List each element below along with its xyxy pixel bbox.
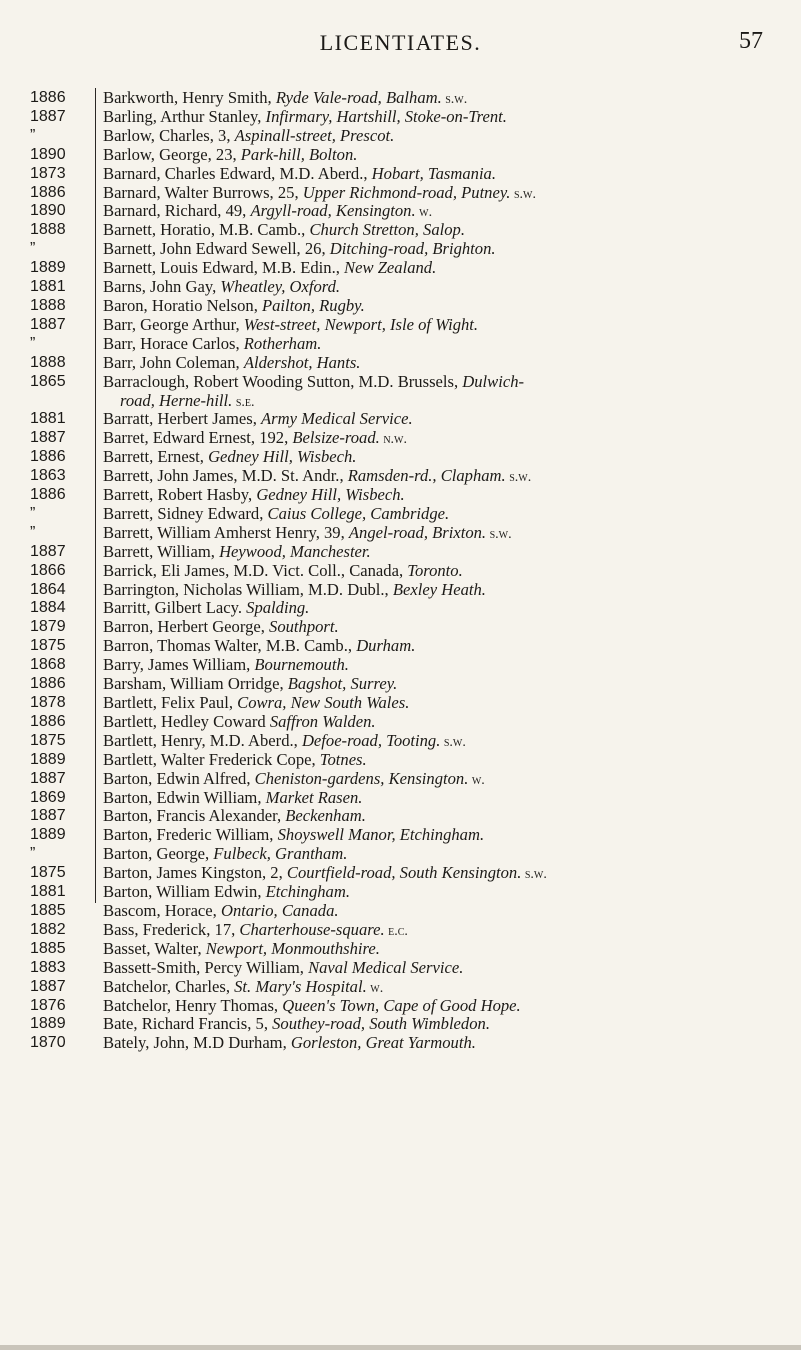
- licentiate-address: Rotherham.: [243, 333, 322, 353]
- licentiate-address: Caius College, Cambridge.: [267, 503, 450, 523]
- licentiate-name: Barton, George,: [103, 844, 214, 864]
- list-item: [0, 373, 801, 392]
- year-admitted: 1881: [30, 410, 66, 428]
- year-admitted: 1863: [30, 467, 66, 485]
- licentiates-list: [0, 89, 801, 1053]
- year-admitted: 1882: [30, 920, 66, 938]
- licentiate-address: Pailton, Rugby.: [262, 295, 365, 315]
- postal-district: s.w.: [505, 470, 532, 486]
- licentiate-address: Ditching-road, Brighton.: [329, 239, 496, 259]
- licentiate-name: Barsham, William Orridge,: [103, 674, 288, 694]
- licentiate-name: Bately, John, M.D Durham,: [103, 1033, 291, 1053]
- licentiate-address: Dulwich-: [462, 371, 525, 391]
- list-item: [0, 524, 801, 543]
- list-item-continuation: [0, 392, 801, 411]
- licentiate-name: Barrett, William,: [103, 541, 220, 561]
- list-item: [0, 297, 801, 316]
- list-item: [0, 240, 801, 259]
- year-admitted: 1869: [30, 788, 66, 806]
- licentiate-name: Barron, Herbert George,: [103, 617, 270, 637]
- year-admitted: 1865: [30, 372, 66, 390]
- postal-district: w.: [366, 980, 384, 996]
- list-item: [0, 410, 801, 429]
- list-item: [0, 959, 801, 978]
- list-item: [0, 1034, 801, 1053]
- list-item: [0, 1015, 801, 1034]
- list-item: [0, 467, 801, 486]
- list-item: [0, 184, 801, 203]
- list-item: [0, 675, 801, 694]
- licentiate-address: Church Stretton, Salop.: [309, 220, 465, 240]
- licentiate-address: Totnes.: [319, 749, 367, 769]
- year-admitted: 1890: [30, 145, 66, 163]
- licentiate-name: Batchelor, Charles,: [103, 976, 235, 996]
- year-admitted: 1886: [30, 486, 66, 504]
- year-admitted: 1887: [30, 429, 66, 447]
- list-item: [0, 940, 801, 959]
- licentiate-address: Fulbeck, Grantham.: [213, 844, 348, 864]
- licentiate-name: Barrett, Sidney Edward,: [103, 503, 268, 523]
- list-item: [0, 883, 801, 902]
- licentiate-address: road, Herne-hill.: [120, 390, 233, 410]
- licentiate-name: Barraclough, Robert Wooding Sutton, M.D. Brussels,: [103, 371, 463, 391]
- year-admitted: 1885: [30, 901, 66, 919]
- list-item: [0, 127, 801, 146]
- year-admitted: 1883: [30, 958, 66, 976]
- list-item: [0, 845, 801, 864]
- licentiate-name: Barnard, Charles Edward, M.D. Aberd.,: [103, 163, 372, 183]
- list-item: [0, 165, 801, 184]
- page-edge: [0, 1345, 801, 1350]
- list-item: [0, 599, 801, 618]
- list-item: [0, 637, 801, 656]
- year-admitted: 1875: [30, 731, 66, 749]
- licentiate-address: Ramsden-rd., Clapham.: [347, 466, 506, 486]
- list-item: [0, 259, 801, 278]
- licentiate-address: Park-hill, Bolton.: [240, 144, 358, 164]
- licentiate-address: Spalding.: [246, 598, 310, 618]
- licentiate-address: Gedney Hill, Wisbech.: [208, 447, 357, 467]
- licentiate-name: Barrett, William Amherst Henry, 39,: [103, 522, 349, 542]
- postal-district: w.: [415, 205, 433, 221]
- list-item: [0, 581, 801, 600]
- licentiate-name: Barr, Horace Carlos,: [103, 333, 244, 353]
- year-admitted: 1881: [30, 278, 66, 296]
- year-admitted: 1873: [30, 164, 66, 182]
- list-item: [0, 429, 801, 448]
- licentiate-name: Barritt, Gilbert Lacy.: [103, 598, 247, 618]
- list-item: [0, 864, 801, 883]
- licentiate-name: Barnett, John Edward Sewell, 26,: [103, 239, 330, 259]
- licentiate-address: Etchingham.: [265, 882, 350, 902]
- licentiate-name: Barlow, George, 23,: [103, 144, 241, 164]
- licentiate-name: Barrett, Robert Hasby,: [103, 485, 257, 505]
- licentiate-address: Ryde Vale-road, Balham.: [275, 88, 442, 107]
- page-number: 57: [739, 28, 763, 54]
- list-item: [0, 505, 801, 524]
- list-item: [0, 732, 801, 751]
- licentiate-name: Bassett-Smith, Percy William,: [103, 957, 309, 977]
- licentiate-address: St. Mary's Hospital.: [234, 976, 367, 996]
- year-admitted: 1886: [30, 183, 66, 201]
- list-item: [0, 562, 801, 581]
- licentiate-name: Barrett, Ernest,: [103, 447, 209, 467]
- licentiate-address: Defoe-road, Tooting.: [301, 730, 441, 750]
- licentiate-address: Beckenham.: [285, 806, 366, 826]
- licentiate-name: Barton, Edwin William,: [103, 787, 266, 807]
- licentiate-name: Barlow, Charles, 3,: [103, 125, 235, 145]
- licentiate-address: Bexley Heath.: [392, 579, 486, 599]
- list-item: [0, 789, 801, 808]
- licentiate-name: Barnard, Walter Burrows, 25,: [103, 182, 303, 202]
- licentiate-name: Barrett, John James, M.D. St. Andr.,: [103, 466, 348, 486]
- postal-district: s.w.: [441, 92, 468, 107]
- licentiate-name: Barton, James Kingston, 2,: [103, 863, 287, 883]
- year-admitted: 1884: [30, 599, 66, 617]
- licentiate-address: New Zealand.: [344, 258, 437, 278]
- list-item: [0, 202, 801, 221]
- list-item: [0, 713, 801, 732]
- licentiate-address: Belsize-road.: [292, 428, 380, 448]
- licentiate-address: Saffron Walden.: [269, 711, 376, 731]
- licentiate-address: Naval Medical Service.: [308, 957, 464, 977]
- list-item: [0, 921, 801, 940]
- licentiate-name: Bartlett, Hedley Coward: [103, 711, 270, 731]
- licentiate-address: Cheniston-gardens, Kensington.: [254, 768, 469, 788]
- licentiate-address: Infirmary, Hartshill, Stoke-on-Trent.: [265, 106, 507, 126]
- licentiate-name: Barton, Edwin Alfred,: [103, 768, 255, 788]
- postal-district: n.w.: [379, 432, 407, 448]
- licentiate-name: Baron, Horatio Nelson,: [103, 295, 262, 315]
- page-title: LICENTIATES.: [319, 30, 482, 55]
- licentiate-address: West-street, Newport, Isle of Wight.: [243, 314, 479, 334]
- licentiate-address: Durham.: [356, 636, 416, 656]
- licentiate-name: Barr, George Arthur,: [103, 314, 244, 334]
- licentiate-name: Batchelor, Henry Thomas,: [103, 995, 283, 1015]
- list-item: [0, 354, 801, 373]
- year-admitted: 1870: [30, 1034, 66, 1052]
- postal-district: s.w.: [521, 867, 547, 883]
- licentiate-address: Hobart, Tasmania.: [371, 163, 497, 183]
- year-admitted: 1887: [30, 807, 66, 825]
- list-item: [0, 618, 801, 637]
- list-item: [0, 89, 801, 108]
- licentiate-address: Charterhouse-square.: [239, 919, 385, 939]
- licentiate-address: Southey-road, South Wimbledon.: [272, 1014, 490, 1034]
- licentiate-address: Aldershot, Hants.: [243, 352, 361, 372]
- licentiate-address: Heywood, Manchester.: [219, 541, 371, 561]
- licentiate-name: Bate, Richard Francis, 5,: [103, 1014, 273, 1034]
- year-admitted: 1890: [30, 202, 66, 220]
- licentiate-address: Bagshot, Surrey.: [287, 674, 398, 694]
- year-admitted: 1879: [30, 618, 66, 636]
- postal-district: s.e.: [232, 394, 255, 410]
- year-admitted: 1887: [30, 977, 66, 995]
- licentiate-address: Toronto.: [407, 560, 463, 580]
- list-item: [0, 656, 801, 675]
- postal-district: s.w.: [486, 526, 512, 542]
- licentiate-address: Southport.: [269, 617, 339, 637]
- list-item: [0, 335, 801, 354]
- postal-district: s.w.: [440, 734, 466, 750]
- list-item: [0, 278, 801, 297]
- licentiate-address: Gorleston, Great Yarmouth.: [290, 1033, 476, 1053]
- licentiate-name: Barrington, Nicholas William, M.D. Dubl.,: [103, 579, 393, 599]
- year-admitted: 1866: [30, 561, 66, 579]
- list-item: [0, 997, 801, 1016]
- licentiate-name: Bass, Frederick, 17,: [103, 919, 240, 939]
- year-admitted: 1887: [30, 107, 66, 125]
- licentiate-name: Barling, Arthur Stanley,: [103, 106, 266, 126]
- licentiate-name: Barkworth, Henry Smith,: [103, 88, 276, 107]
- licentiate-address: Ontario, Canada.: [220, 900, 339, 920]
- list-item: [0, 316, 801, 335]
- year-admitted: ”: [30, 334, 36, 352]
- year-admitted: 1889: [30, 259, 66, 277]
- year-admitted: 1875: [30, 864, 66, 882]
- licentiate-name: Barry, James William,: [103, 655, 255, 675]
- year-admitted: ”: [30, 523, 36, 541]
- licentiate-name: Barron, Thomas Walter, M.B. Camb.,: [103, 636, 357, 656]
- list-item: [0, 694, 801, 713]
- list-item: [0, 770, 801, 789]
- year-admitted: 1888: [30, 296, 66, 314]
- licentiate-name: Barton, Francis Alexander,: [103, 806, 286, 826]
- licentiate-address: Cowra, New South Wales.: [237, 693, 410, 712]
- licentiate-name: Bartlett, Henry, M.D. Aberd.,: [103, 730, 302, 750]
- licentiate-name: Barret, Edward Ernest, 192,: [103, 428, 293, 448]
- year-admitted: 1868: [30, 656, 66, 674]
- year-admitted: ”: [30, 240, 36, 258]
- year-admitted: 1888: [30, 221, 66, 239]
- postal-district: w.: [468, 772, 485, 788]
- year-admitted: 1887: [30, 542, 66, 560]
- year-admitted: ”: [30, 504, 36, 522]
- postal-district: e.c.: [384, 923, 408, 939]
- year-admitted: ”: [30, 845, 36, 863]
- year-admitted: 1885: [30, 939, 66, 957]
- licentiate-address: Market Rasen.: [265, 787, 363, 807]
- licentiate-address: Argyll-road, Kensington.: [250, 201, 416, 221]
- list-item: [0, 902, 801, 921]
- list-item: [0, 448, 801, 467]
- year-admitted: 1886: [30, 712, 66, 730]
- postal-district: s.w.: [510, 186, 536, 202]
- licentiate-name: Barnett, Horatio, M.B. Camb.,: [103, 220, 310, 240]
- licentiate-name: Barr, John Coleman,: [103, 352, 244, 372]
- licentiate-name: Barrick, Eli James, M.D. Vict. Coll., Canada,: [103, 560, 408, 580]
- licentiate-name: Barnett, Louis Edward, M.B. Edin.,: [103, 258, 345, 278]
- year-admitted: 1864: [30, 580, 66, 598]
- licentiate-name: Basset, Walter,: [103, 938, 206, 958]
- licentiate-name: Bascom, Horace,: [103, 900, 221, 920]
- year-admitted: 1887: [30, 315, 66, 333]
- licentiate-address: Gedney Hill, Wisbech.: [256, 485, 405, 505]
- licentiate-name: Bartlett, Felix Paul,: [103, 693, 238, 712]
- year-admitted: ”: [30, 126, 36, 144]
- year-admitted: 1888: [30, 353, 66, 371]
- list-item: [0, 543, 801, 562]
- licentiate-name: Barton, William Edwin,: [103, 882, 266, 902]
- list-item: [0, 486, 801, 505]
- year-admitted: 1876: [30, 996, 66, 1014]
- year-admitted: 1886: [30, 448, 66, 466]
- licentiate-address: Queen's Town, Cape of Good Hope.: [282, 995, 521, 1015]
- list-item: [0, 807, 801, 826]
- list-item: [0, 826, 801, 845]
- year-admitted: 1889: [30, 1015, 66, 1033]
- year-admitted: 1875: [30, 637, 66, 655]
- year-admitted: 1878: [30, 694, 66, 711]
- licentiate-address: Courtfield-road, South Kensington.: [286, 863, 522, 883]
- list-item: [0, 221, 801, 240]
- licentiate-name: Barratt, Herbert James,: [103, 409, 262, 429]
- licentiate-address: Army Medical Service.: [261, 409, 413, 429]
- licentiate-address: Bournemouth.: [254, 655, 349, 675]
- licentiate-address: Wheatley, Oxford.: [220, 277, 341, 297]
- entry-text: [103, 1034, 476, 1055]
- licentiate-name: Barnard, Richard, 49,: [103, 201, 251, 221]
- licentiate-address: Upper Richmond-road, Putney.: [302, 182, 511, 202]
- year-admitted: 1886: [30, 675, 66, 693]
- licentiate-name: Barns, John Gay,: [103, 277, 221, 297]
- list-item: [0, 108, 801, 127]
- licentiate-address: Aspinall-street, Prescot.: [234, 125, 395, 145]
- licentiate-name: Barton, Frederic William,: [103, 825, 278, 845]
- licentiate-address: Newport, Monmouthshire.: [205, 938, 380, 958]
- year-admitted: 1886: [30, 89, 66, 106]
- licentiate-address: Angel-road, Brixton.: [348, 522, 487, 542]
- year-admitted: 1887: [30, 769, 66, 787]
- year-admitted: 1889: [30, 750, 66, 768]
- list-item: [0, 751, 801, 770]
- list-item: [0, 978, 801, 997]
- licentiate-name: Bartlett, Walter Frederick Cope,: [103, 749, 320, 769]
- year-admitted: 1889: [30, 826, 66, 844]
- year-admitted: 1881: [30, 883, 66, 901]
- licentiate-address: Shoyswell Manor, Etchingham.: [277, 825, 485, 845]
- list-item: [0, 146, 801, 165]
